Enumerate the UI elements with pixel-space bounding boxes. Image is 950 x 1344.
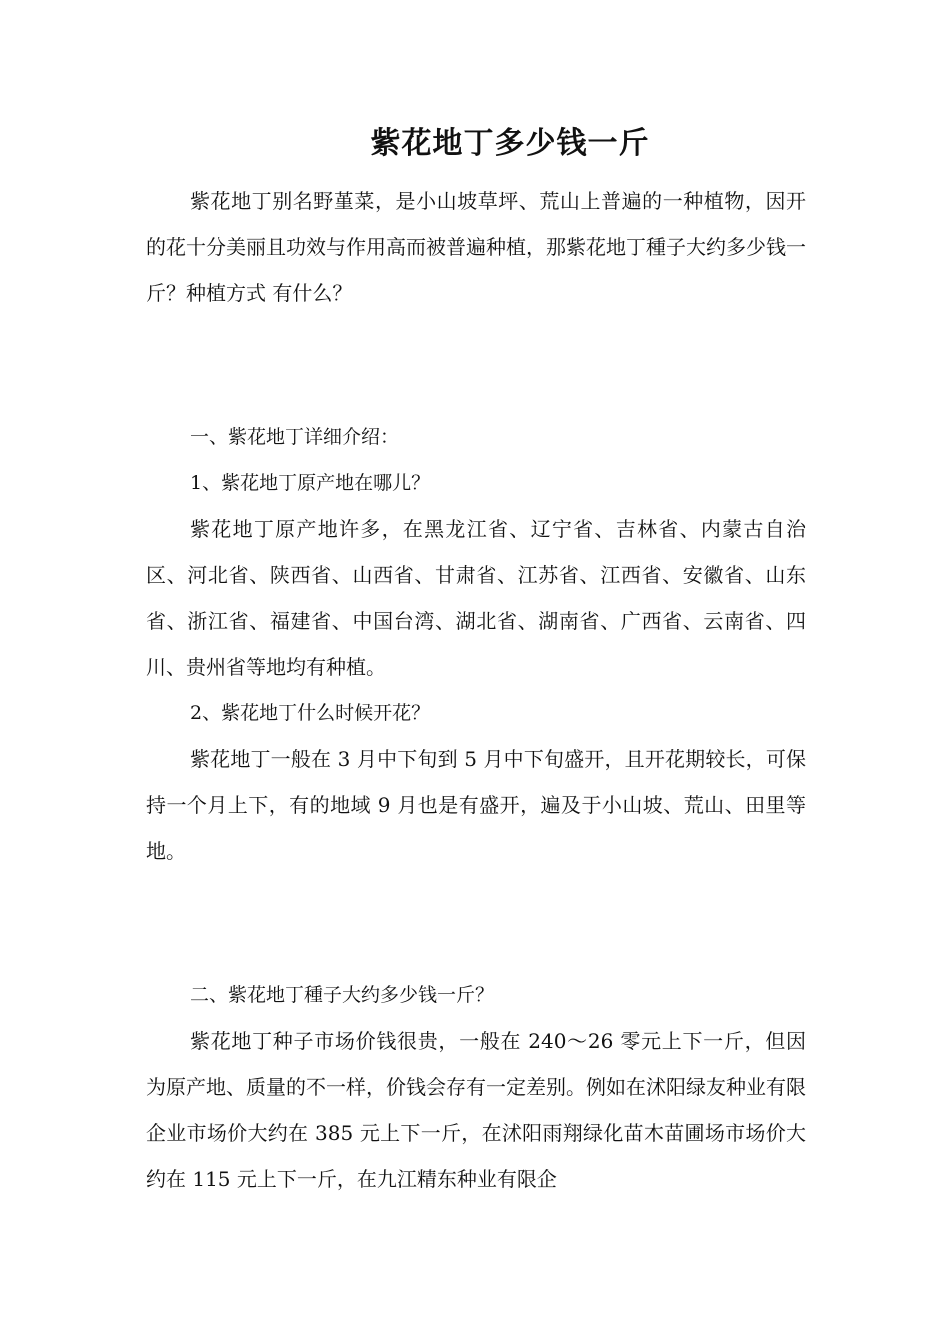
document-body xyxy=(146,178,806,1202)
document-title: 紫花地丁多少钱一斤 xyxy=(370,126,650,161)
answer-2-paragraph: 紫花地丁一般在 3 月中下旬到 5 月中下旬盛开，且开花期较长，可保持一个月上下，有的地域 9 月也是有盛开，遍及于小山坡、荒山、田里等地。 xyxy=(146,747,806,863)
price-paragraph: 紫花地丁种子市场价钱很贵，一般在 240～26 零元上下一斤，但因为原产地、质量的不一样，价钱会存有一定差别。例如在沭阳绿友种业有限企业市场价大约在 385 元上下一斤，在沭阳雨翔绿化苗木苗圃场市场价大约在 115 元上下一斤，在九江精东种业有限企 xyxy=(146,1029,806,1191)
spacer xyxy=(146,316,806,414)
answer-1-paragraph: 紫花地丁原产地许多，在黑龙江省、辽宁省、吉林省、内蒙古自治区、河北省、陕西省、山西省、甘肃省、江苏省、江西省、安徽省、山东省、浙江省、福建省、中国台湾、湖北省、湖南省、广西省、云南省、四川、贵州省等地均有种植。 xyxy=(146,517,806,679)
intro-paragraph: 紫花地丁别名野堇菜，是小山坡草坪、荒山上普遍的一种植物，因开的花十分美丽且功效与作用高而被普遍种植，那紫花地丁種子大约多少钱一斤？种植方式 有什么？ xyxy=(146,189,806,305)
section-heading-2: 二、紫花地丁種子大约多少钱一斤？ xyxy=(190,984,495,1006)
question-1: 1、紫花地丁原产地在哪儿？ xyxy=(190,472,431,494)
question-2: 2、紫花地丁什么时候开花？ xyxy=(190,702,431,724)
section-heading-1: 一、紫花地丁详细介绍： xyxy=(190,426,400,448)
spacer xyxy=(146,874,806,972)
